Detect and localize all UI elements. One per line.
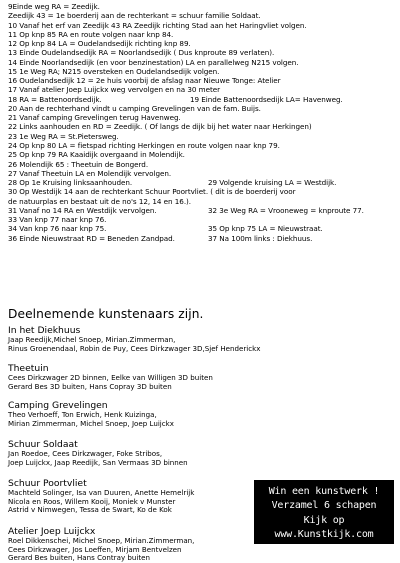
route-line (8, 113, 396, 122)
route-step: 36 Einde Nieuwstraat RD = Beneden Zandpad. (8, 233, 175, 243)
route-step: 21 Vanaf camping Grevelingen terug Havenweg. (8, 113, 181, 123)
route-step: 23 1e Weg RA = St.Pietersweg. (8, 131, 119, 141)
route-step: 17 Vanaf atelier Joep Luijckx weg vervolgen en na 30 meter (8, 85, 221, 95)
promo-line: Kijk op (303, 514, 345, 526)
route-line (8, 150, 396, 159)
artist-names: Nicola en Roos, Willem Kooij, Moniek v Munster (8, 496, 176, 506)
route-step: 10 Vanaf het erf van Zeedijk 43 RA Zeedijk richting Stad aan het Haringvliet volgen. (8, 20, 307, 30)
route-line (8, 224, 396, 233)
route-line (8, 187, 396, 196)
artist-names: Gerard Bes 3D buiten, Hans Copray 3D buiten (8, 381, 172, 391)
route-step: 26 Molendijk 65 : Theetuin de Bongerd. (8, 159, 149, 169)
route-step: 34 Van knp 76 naar knp 75. (8, 224, 107, 234)
route-line (8, 122, 396, 131)
route-line (8, 104, 396, 113)
artist-names: Rinus Groenendaal, Robin de Puy, Cees Dirkzwager 3D,Sjef Henderickx (8, 343, 261, 353)
route-line (8, 76, 396, 85)
artist-section (8, 439, 268, 467)
route-step: 16 Oudelandsedijk 12 = 2e huis voorbij de afslag naar Nieuwe Tonge: Atelier (8, 76, 281, 86)
promo-box (254, 480, 394, 544)
route-line (8, 39, 396, 48)
route-line (8, 169, 396, 178)
route-step: 13 Einde Oudelandsedijk RA = Noorlandsedijk ( Dus knproute 89 verlaten). (8, 48, 275, 58)
route-line (8, 215, 396, 224)
route-step: 18 RA = Battenoordsedijk. (8, 94, 102, 104)
artist-names: Gerard Bes buiten, Hans Contray buiten (8, 553, 151, 563)
route-step: 20 Aan de rechterhand vindt u camping Grevelingen van de fam. Buijs. (8, 103, 261, 113)
artist-names: Astrid v Nimwegen, Tessa de Swart, Ko de Kok (8, 505, 172, 515)
route-step: 29 Volgende kruising LA = Westdijk. (208, 178, 337, 188)
section-title: Atelier Joep Luijckx (8, 526, 96, 537)
route-step: 37 Na 100m links : Diekhuus. (208, 233, 313, 243)
route-step: 28 Op 1e Kruising linksaanhouden. (8, 178, 133, 188)
artist-names: Cees Dirkzwager, Jos Loeffen, Mirjam Bentvelzen (8, 544, 182, 554)
artist-names: Jaap Reedijk,Michel Snoep, Mirian.Zimmerman, (8, 335, 176, 344)
route-line (8, 11, 396, 20)
page-title: Deelnemende kunstenaars zijn. (8, 307, 204, 321)
route-line (8, 234, 396, 243)
section-title: Camping Grevelingen (8, 400, 108, 411)
route-line (8, 141, 396, 150)
route-line (8, 160, 396, 169)
artist-names: Cees Dirkzwager 2D binnen, Eelke van Willigen 3D buiten (8, 373, 213, 382)
promo-line: www.Kunstkijk.com (274, 528, 374, 540)
route-line (8, 178, 396, 187)
section-title: Schuur Poortvliet (8, 478, 87, 489)
promo-line: Win een kunstwerk ! (268, 486, 380, 497)
artist-section (8, 478, 268, 515)
route-step: 30 Op Westdijk 14 aan de rechterkant Schuur Poortvliet. ( dit is de boerderij voor (8, 187, 296, 197)
route-step: 27 Vanaf Theetuin LA en Molendijk vervolgen. (8, 168, 172, 178)
route-line (8, 58, 396, 67)
route-step: 32 3e Weg RA = Vrooneweg = knproute 77. (208, 205, 364, 215)
route-step: de natuurplas en bestaat uit de no's 12, 14 en 16.). (8, 196, 192, 206)
artist-section (8, 363, 268, 391)
section-title: Schuur Soldaat (8, 439, 78, 450)
artist-section (8, 325, 268, 353)
route-line (8, 21, 396, 30)
route-step: 14 Einde Noorlandsedijk (en voor benzinestation) LA en parallelweg N215 volgen. (8, 57, 299, 67)
section-title: In het Diekhuus (8, 325, 81, 336)
route-line (8, 197, 396, 206)
artist-names: Mirian Zimmerman, Michel Snoep, Joep Luijckx (8, 418, 174, 428)
route-line (8, 30, 396, 39)
route-step: 24 Op knp 80 LA = fietspad richting Herkingen en route volgen naar knp 79. (8, 140, 280, 150)
route-step: 35 Op knp 75 LA = Nieuwstraat. (208, 224, 323, 234)
artist-names: Machteld Solinger, Isa van Duuren, Anette Hemelrijk (8, 488, 195, 497)
route-step: 19 Einde Battenoordsedijk LA= Havenweg. (190, 94, 343, 104)
artist-section (8, 526, 268, 563)
route-line (8, 206, 396, 215)
section-title: Theetuin (8, 363, 49, 374)
artist-names: Jan Roedoe, Cees Dirkzwager, Foke Stribos, (8, 449, 163, 458)
route-step: 9Einde weg RA = Zeedijk. (8, 2, 100, 11)
route-line (8, 67, 396, 76)
artist-section (8, 400, 268, 428)
artist-names: Roel Dikkenschei, Michel Snoep, Mirian.Zimmerman, (8, 536, 195, 545)
route-step: 31 Vanaf no 14 RA en Westdijk vervolgen. (8, 205, 157, 215)
route-line (8, 95, 396, 104)
route-step: Zeedijk 43 = 1e boerderij aan de rechterkant = schuur familie Soldaat. (8, 11, 261, 21)
promo-line: Verzamel 6 schapen (271, 500, 377, 512)
route-step: 22 Links aanhouden en RD = Zeedijk. ( Of langs de dijk bij het water naar Herkingen) (8, 122, 312, 132)
route-line (8, 132, 396, 141)
route-line (8, 85, 396, 94)
route-line (8, 2, 396, 11)
route-step: 12 Op knp 84 LA = Oudelandsedijk richting knp 89. (8, 39, 191, 49)
route-step: 33 Van knp 77 naar knp 76. (8, 215, 107, 225)
artist-names: Theo Verhoeff, Ton Erwich, Henk Kuizinga, (8, 410, 157, 419)
route-step: 11 Op knp 85 RA en route volgen naar knp 84. (8, 29, 174, 39)
route-step: 15 1e Weg RA; N215 oversteken en Oudelandsedijk volgen. (8, 66, 220, 76)
artist-names: Joep Luijckx, Jaap Reedijk, San Vermaas 3D binnen (8, 457, 188, 467)
route-description (8, 2, 396, 243)
route-line (8, 48, 396, 57)
route-step: 25 Op knp 79 RA Kaaidijk overgaand in Molendijk. (8, 150, 185, 160)
